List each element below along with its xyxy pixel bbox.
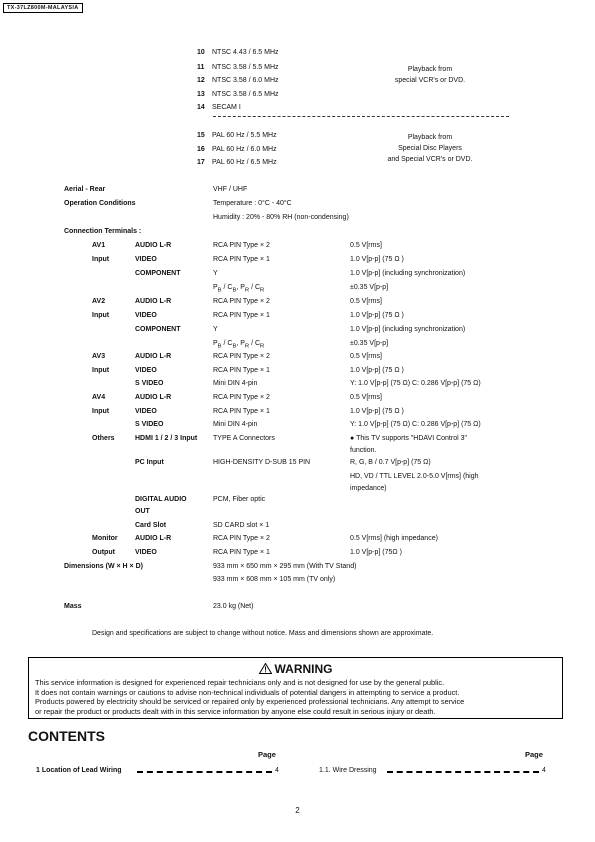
warning-triangle-icon [259, 663, 272, 674]
digital-audio-label: DIGITAL AUDIO [135, 496, 187, 503]
signal-level: ±0.35 V[p-p] [350, 284, 389, 291]
warning-line: or repair the product or products dealt with in this service information by anyone else could result in serious injury or death. [35, 706, 436, 716]
video-label: VIDEO [135, 256, 157, 263]
warning-text [35, 678, 560, 716]
connector-type: RCA PIN Type × 1 [213, 549, 270, 556]
note-line: Playback from [407, 134, 453, 141]
s-video-label: S VIDEO [135, 380, 164, 387]
warning-line: This service information is designed for experienced repair technicians only and is not designed for use by the general public. [35, 678, 445, 687]
input-label: Input [92, 312, 110, 319]
connector-type: RCA PIN Type × 1 [213, 367, 270, 374]
component-y: Y [213, 270, 218, 277]
signal-level: 1.0 V[p-p] (75 Ω ) [350, 312, 404, 319]
connector-type: RCA PIN Type × 2 [213, 353, 270, 360]
connector-type: RCA PIN Type × 2 [213, 298, 270, 305]
signal-level: Y: 1.0 V[p-p] (75 Ω) C: 0.286 V[p-p] (75 Ω) [350, 421, 481, 428]
digital-audio-value: PCM, Fiber optic [213, 496, 266, 503]
connector-type: RCA PIN Type × 2 [213, 394, 270, 401]
system-text: NTSC 3.58 / 6.5 MHz [212, 91, 279, 98]
output-label: Output [92, 549, 115, 556]
playback-note-disc [350, 132, 510, 165]
signal-level: 0.5 V[rms] [350, 394, 382, 401]
input-label: Input [92, 408, 110, 415]
model-header: TX-37LZ800M-MALAYSIA [3, 3, 83, 13]
monitor-label: Monitor [92, 535, 118, 542]
connector-type: RCA PIN Type × 1 [213, 408, 270, 415]
digital-audio-label: OUT [135, 508, 150, 515]
warning-box [28, 657, 563, 719]
audio-lr-label: AUDIO L-R [135, 298, 172, 305]
toc-entry-title[interactable]: 1 Location of Lead Wiring [36, 767, 122, 774]
av2-label: AV2 [92, 298, 106, 305]
aerial-value: VHF / UHF [213, 186, 248, 193]
signal-level: 1.0 V[p-p] (75Ω ) [350, 549, 402, 556]
connector-type: Mini DIN 4-pin [213, 421, 258, 428]
system-text: PAL 60 Hz / 6.0 MHz [212, 146, 277, 153]
connector-type: RCA PIN Type × 1 [213, 312, 270, 319]
mass-value: 23.0 kg (Net) [213, 603, 254, 610]
dimensions-label: Dimensions (W × H × D) [64, 563, 143, 570]
note-line: Playback from [407, 66, 453, 73]
pc-input-label: PC Input [135, 459, 164, 466]
audio-lr-label: AUDIO L-R [135, 394, 172, 401]
card-slot-label: Card Slot [135, 522, 167, 529]
disclaimer: Design and specifications are subject to change without notice. Mass and dimensions shown are approximate. [92, 630, 434, 637]
s-video-label: S VIDEO [135, 421, 164, 428]
operation-label: Operation Conditions [64, 200, 136, 207]
hdavi-line: This TV supports "HDAVI Control 3" [356, 435, 467, 442]
video-label: VIDEO [135, 367, 157, 374]
component-pb-pr: $P_B / C_B$, $P_R / C_R$ [213, 340, 265, 350]
signal-level: 1.0 V[p-p] (including synchronization) [350, 326, 466, 333]
av4-label: AV4 [92, 394, 106, 401]
aerial-label: Aerial - Rear [64, 186, 106, 193]
video-label: VIDEO [135, 408, 157, 415]
component-label: COMPONENT [135, 326, 181, 333]
av3-label: AV3 [92, 353, 106, 360]
component-y: Y [213, 326, 218, 333]
system-number: 11 [197, 64, 205, 71]
signal-level: 1.0 V[p-p] (75 Ω ) [350, 408, 404, 415]
signal-level: ±0.35 V[p-p] [350, 340, 389, 347]
toc-entry-title[interactable]: 1.1. Wire Dressing [319, 767, 377, 774]
pc-type: HIGH-DENSITY D-SUB 15 PIN [213, 459, 311, 466]
warning-title [29, 662, 562, 676]
bullet-icon: ● [350, 435, 355, 442]
toc-leader [387, 771, 539, 776]
signal-level: 1.0 V[p-p] (75 Ω ) [350, 367, 404, 374]
system-number: 16 [197, 146, 205, 153]
connector-type: RCA PIN Type × 2 [213, 242, 270, 249]
playback-note-vcr [350, 64, 510, 86]
component-label: COMPONENT [135, 270, 181, 277]
temperature-value: Temperature : 0°C - 40°C [213, 200, 292, 207]
system-text: PAL 60 Hz / 5.5 MHz [212, 132, 277, 139]
dimensions-tv: 933 mm × 608 mm × 105 mm (TV only) [213, 576, 336, 583]
others-label: Others [92, 435, 115, 442]
warning-line: It does not contain warnings or cautions to advise non-technical individuals of potential dangers in attempting to service a product. [35, 687, 460, 697]
pc-rgb-level: R, G, B / 0.7 V[p-p] (75 Ω) [350, 459, 431, 466]
component-pb-pr: $P_B / C_B$, $P_R / C_R$ [213, 284, 265, 294]
humidity-value: Humidity : 20% - 80% RH (non-condensing) [213, 214, 349, 221]
toc-leader [137, 771, 272, 776]
toc-entry-page: 4 [275, 767, 279, 774]
card-slot-value: SD CARD slot × 1 [213, 522, 270, 529]
av1-label: AV1 [92, 242, 106, 249]
signal-level: 0.5 V[rms] [350, 298, 382, 305]
pc-hd-level: HD, VD / TTL LEVEL 2.0-5.0 V[rms] (high [350, 473, 479, 480]
note-line: special VCR's or DVD. [394, 77, 466, 84]
page-column-label: Page [525, 750, 543, 759]
connector-type: RCA PIN Type × 2 [213, 535, 270, 542]
system-text: NTSC 3.58 / 5.5 MHz [212, 64, 279, 71]
hdavi-note [350, 435, 467, 442]
mass-label: Mass [64, 603, 82, 610]
system-number: 13 [197, 91, 205, 98]
audio-lr-label: AUDIO L-R [135, 535, 172, 542]
dimensions-stand: 933 mm × 650 mm × 295 mm (With TV Stand) [213, 563, 357, 570]
page-column-label: Page [258, 750, 276, 759]
signal-level: 1.0 V[p-p] (75 Ω ) [350, 256, 404, 263]
signal-level: 0.5 V[rms] (high impedance) [350, 535, 438, 542]
contents-title: CONTENTS [28, 728, 105, 744]
video-label: VIDEO [135, 312, 157, 319]
hdmi-label: HDMI 1 / 2 / 3 Input [135, 435, 198, 442]
divider [213, 116, 509, 117]
hdavi-line: function. [350, 447, 377, 454]
system-text: SECAM I [212, 104, 241, 111]
system-number: 14 [197, 104, 205, 111]
system-number: 10 [197, 49, 205, 56]
pc-hd-level: impedance) [350, 485, 387, 492]
audio-lr-label: AUDIO L-R [135, 353, 172, 360]
warning-line: Products powered by electricity should be serviced or repaired only by experienced professional technicians. Any attempt to service [35, 697, 465, 706]
warning-title-text: WARNING [274, 662, 333, 676]
system-number: 15 [197, 132, 205, 139]
connector-type: Mini DIN 4-pin [213, 380, 258, 387]
signal-level: 0.5 V[rms] [350, 353, 382, 360]
note-line: Special Disc Players [398, 145, 462, 152]
system-text: NTSC 4.43 / 6.5 MHz [212, 49, 279, 56]
note-line: and Special VCR's or DVD. [387, 156, 473, 163]
input-label: Input [92, 256, 110, 263]
page-number: 2 [295, 806, 300, 815]
system-number: 12 [197, 77, 205, 84]
connector-type: RCA PIN Type × 1 [213, 256, 270, 263]
input-label: Input [92, 367, 110, 374]
system-number: 17 [197, 159, 205, 166]
connection-label: Connection Terminals : [64, 228, 142, 235]
audio-lr-label: AUDIO L-R [135, 242, 172, 249]
signal-level: 0.5 V[rms] [350, 242, 382, 249]
signal-level: Y: 1.0 V[p-p] (75 Ω) C: 0.286 V[p-p] (75 Ω) [350, 380, 481, 387]
hdmi-type: TYPE A Connectors [213, 435, 275, 442]
system-text: PAL 60 Hz / 6.5 MHz [212, 159, 277, 166]
signal-level: 1.0 V[p-p] (including synchronization) [350, 270, 466, 277]
video-label: VIDEO [135, 549, 157, 556]
system-text: NTSC 3.58 / 6.0 MHz [212, 77, 279, 84]
toc-entry-page: 4 [542, 767, 546, 774]
